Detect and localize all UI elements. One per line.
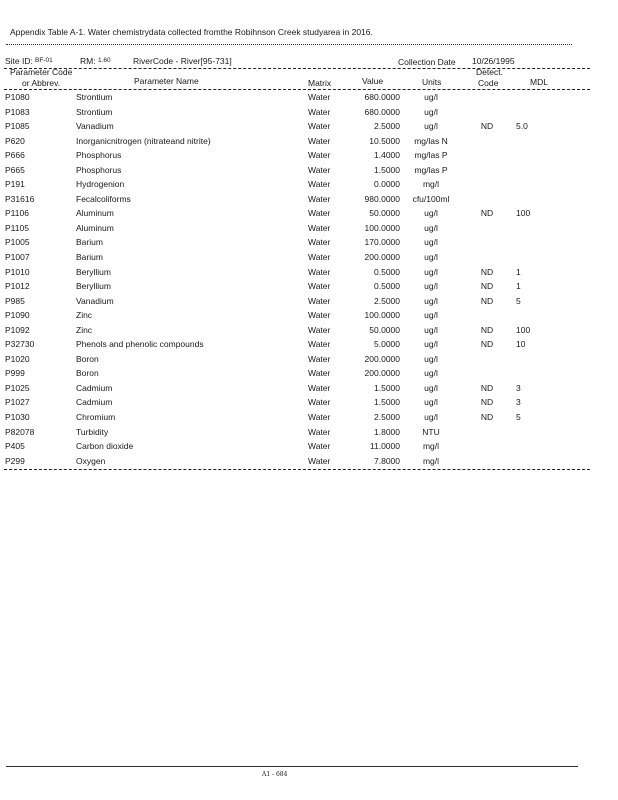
units-cell: ug/l (424, 106, 438, 117)
value-cell: 0.5000 (374, 281, 400, 292)
parameter-code-cell: P1025 (5, 382, 30, 393)
matrix-cell: Water (308, 164, 331, 175)
parameter-name-cell: Turbidity (76, 426, 109, 437)
units-cell: NTU (422, 426, 440, 437)
parameter-name-cell: Strontium (76, 106, 113, 117)
detect-code-cell: ND (480, 397, 494, 408)
detect-code-cell: ND (480, 339, 494, 350)
parameter-code-cell: P1005 (5, 237, 30, 248)
table-caption: Appendix Table A-1. Water chemistrydata collected fromthe Robihnson Creek studyarea in 2016. (10, 27, 373, 37)
parameter-name-cell: Inorganicnitrogen (nitrateand nitrite) (76, 135, 211, 146)
parameter-name-cell: Cadmium (76, 382, 113, 393)
matrix-cell: Water (308, 208, 331, 219)
parameter-code-cell: P1030 (5, 412, 30, 423)
column-header-name: Parameter Name (134, 76, 199, 86)
table-row (0, 179, 618, 194)
matrix-cell: Water (308, 426, 331, 437)
column-header-detect-line2: Code (478, 78, 499, 88)
detect-code-cell: ND (480, 295, 494, 306)
parameter-name-cell: Fecalcoliforms (76, 193, 131, 204)
parameter-code-cell: P665 (5, 164, 25, 175)
detect-code-cell: ND (480, 266, 494, 277)
units-cell: ug/l (424, 92, 438, 102)
units-cell: ug/l (424, 252, 438, 263)
matrix-cell: Water (308, 368, 331, 379)
matrix-cell: Water (308, 252, 331, 263)
matrix-cell: Water (308, 193, 331, 204)
parameter-code-cell: P1007 (5, 252, 30, 263)
parameter-name-cell: Cadmium (76, 397, 113, 408)
units-cell: ug/l (424, 208, 438, 219)
mdl-cell: 3 (516, 397, 521, 408)
table-row (0, 92, 618, 107)
page-number: A1 - 684 (262, 771, 288, 778)
units-cell: ug/l (424, 295, 438, 306)
parameter-name-cell: Hydrogenion (76, 179, 125, 190)
table-row (0, 397, 618, 412)
mdl-cell: 100 (516, 324, 531, 335)
value-cell: 680.0000 (364, 92, 400, 102)
units-cell: cfu/100ml (412, 193, 450, 204)
parameter-name-cell: Oxygen (76, 455, 106, 466)
units-cell: mg/las P (414, 164, 448, 175)
parameter-code-cell: P1090 (5, 310, 30, 321)
matrix-cell: Water (308, 324, 331, 335)
value-cell: 5.0000 (374, 339, 400, 350)
parameter-name-cell: Phenols and phenolic compounds (76, 339, 204, 350)
matrix-cell: Water (308, 455, 331, 466)
parameter-code-cell: P1106 (5, 208, 29, 219)
parameter-code-cell: P31616 (5, 193, 35, 204)
value-cell: 2.5000 (374, 121, 400, 132)
matrix-cell: Water (308, 179, 331, 190)
units-cell: mg/las P (414, 150, 448, 161)
column-header-units: Units (422, 77, 442, 87)
parameter-code-cell: P405 (5, 441, 25, 452)
column-header-code-line2: or Abbrev. (22, 78, 61, 88)
value-cell: 100.0000 (364, 310, 400, 321)
column-header-code-line1: Parameter Code (10, 67, 73, 77)
parameter-code-cell: P1105 (5, 222, 29, 233)
parameter-name-cell: Beryllium (76, 266, 111, 277)
table-row (0, 252, 618, 267)
table-row (0, 267, 618, 282)
data-table-body (0, 92, 618, 470)
units-cell: mg/l (422, 179, 440, 190)
table-row (0, 223, 618, 238)
value-cell: 2.5000 (374, 295, 400, 306)
parameter-code-cell: P1080 (5, 92, 30, 102)
parameter-name-cell: Phosphorus (76, 164, 122, 175)
parameter-name-cell: Strontium (76, 92, 113, 102)
table-row (0, 296, 618, 311)
parameter-name-cell: Zinc (76, 324, 93, 335)
units-cell: ug/l (424, 368, 438, 379)
parameter-code-cell: P666 (5, 150, 25, 161)
units-cell: ug/l (424, 266, 438, 277)
units-cell: mg/l (422, 455, 440, 466)
matrix-cell: Water (308, 382, 331, 393)
table-row (0, 281, 618, 296)
table-bottom-rule (4, 469, 590, 470)
parameter-code-cell: P1085 (5, 121, 30, 132)
parameter-code-cell: P999 (5, 368, 25, 379)
column-header-detect-line1: Detect. (476, 67, 503, 77)
units-cell: ug/l (424, 324, 438, 335)
value-cell: 2.5000 (374, 412, 400, 423)
matrix-cell: Water (308, 397, 331, 408)
column-header-value: Value (362, 76, 384, 86)
units-cell: ug/l (424, 237, 438, 248)
site-id-label: Site ID: (5, 56, 33, 66)
parameter-name-cell: Barium (76, 252, 103, 263)
detect-code-cell: ND (480, 412, 494, 423)
value-cell: 1.4000 (374, 150, 400, 161)
units-cell: ug/l (424, 412, 438, 423)
table-row (0, 441, 618, 456)
table-row (0, 339, 618, 354)
footer-rule (6, 766, 578, 767)
parameter-code-cell: P1010 (5, 266, 30, 277)
parameter-code-cell: P299 (5, 455, 25, 466)
parameter-name-cell: Chromium (76, 412, 116, 423)
value-cell: 1.5000 (374, 382, 400, 393)
value-cell: 50.0000 (369, 208, 400, 219)
site-id-value: BF-01 (35, 57, 53, 64)
table-row (0, 354, 618, 369)
parameter-code-cell: P1020 (5, 353, 30, 364)
detect-code-cell: ND (480, 281, 494, 292)
river-mile-value: 1.60 (98, 57, 111, 64)
collection-date-value: 10/26/1995 (472, 56, 515, 66)
matrix-cell: Water (308, 353, 331, 364)
units-cell: ug/l (424, 382, 438, 393)
parameter-name-cell: Barium (76, 237, 103, 248)
value-cell: 11.0000 (369, 441, 400, 452)
matrix-cell: Water (308, 441, 331, 452)
mdl-cell: 100 (516, 208, 531, 219)
units-cell: mg/l (422, 441, 440, 452)
matrix-cell: Water (308, 121, 331, 132)
units-cell: mg/las N (414, 135, 448, 146)
parameter-name-cell: Aluminum (76, 222, 114, 233)
matrix-cell: Water (308, 92, 331, 102)
value-cell: 200.0000 (364, 252, 400, 263)
mdl-cell: 1 (516, 281, 521, 292)
parameter-name-cell: Zinc (76, 310, 93, 321)
matrix-cell: Water (308, 135, 331, 146)
parameter-name-cell: Phosphorus (76, 150, 122, 161)
parameter-name-cell: Vanadium (76, 121, 114, 132)
table-row (0, 194, 618, 209)
parameter-name-cell: Aluminum (76, 208, 114, 219)
value-cell: 200.0000 (364, 353, 400, 364)
collection-date-label: Collection Date (398, 57, 456, 67)
matrix-cell: Water (308, 237, 331, 248)
value-cell: 680.0000 (364, 106, 400, 117)
value-cell: 7.8000 (374, 455, 400, 466)
matrix-cell: Water (308, 412, 331, 423)
matrix-cell: Water (308, 310, 331, 321)
table-row (0, 165, 618, 180)
table-row (0, 136, 618, 151)
river-code: RiverCode - River[95-731] (133, 56, 232, 66)
parameter-code-cell: P1092 (5, 324, 30, 335)
detect-code-cell: ND (480, 208, 494, 219)
value-cell: 1.5000 (374, 397, 400, 408)
units-cell: ug/l (424, 310, 438, 321)
mdl-cell: 5 (516, 412, 521, 423)
table-row (0, 412, 618, 427)
units-cell: ug/l (424, 121, 438, 132)
mdl-cell: 5 (516, 295, 521, 306)
parameter-code-cell: P191 (5, 179, 25, 190)
value-cell: 0.0000 (374, 179, 400, 190)
parameter-name-cell: Boron (76, 353, 99, 364)
parameter-code-cell: P985 (5, 295, 25, 306)
parameter-code-cell: P1027 (5, 397, 30, 408)
river-mile-label: RM: (80, 56, 96, 66)
parameter-name-cell: Boron (76, 368, 99, 379)
matrix-cell: Water (308, 281, 331, 292)
table-row (0, 121, 618, 136)
value-cell: 170.0000 (364, 237, 400, 248)
value-cell: 200.0000 (364, 368, 400, 379)
value-cell: 0.5000 (374, 266, 400, 277)
matrix-cell: Water (308, 339, 331, 350)
table-row (0, 310, 618, 325)
table-row (0, 427, 618, 442)
matrix-cell: Water (308, 266, 331, 277)
detect-code-cell: ND (480, 382, 494, 393)
caption-divider (6, 44, 572, 45)
mdl-cell: 3 (516, 382, 521, 393)
parameter-name-cell: Vanadium (76, 295, 114, 306)
table-row (0, 368, 618, 383)
table-row (0, 325, 618, 340)
table-row (0, 107, 618, 122)
value-cell: 50.0000 (369, 324, 400, 335)
mdl-cell: 5.0 (516, 121, 528, 132)
matrix-cell: Water (308, 222, 331, 233)
table-row (0, 383, 618, 398)
column-header-matrix: Matrix (308, 78, 332, 88)
matrix-cell: Water (308, 106, 331, 117)
column-header-mdl: MDL (530, 77, 548, 87)
value-cell: 100.0000 (364, 222, 400, 233)
header-bottom-rule (4, 89, 590, 90)
detect-code-cell: ND (480, 324, 494, 335)
table-row (0, 237, 618, 252)
mdl-cell: 1 (516, 266, 521, 277)
value-cell: 1.8000 (374, 426, 400, 437)
units-cell: ug/l (424, 397, 438, 408)
parameter-name-cell: Carbon dioxide (76, 441, 134, 452)
value-cell: 1.5000 (374, 164, 400, 175)
value-cell: 980.0000 (364, 193, 400, 204)
detect-code-cell: ND (480, 121, 494, 132)
table-row (0, 208, 618, 223)
parameter-code-cell: P1012 (5, 281, 30, 292)
units-cell: ug/l (424, 222, 438, 233)
parameter-code-cell: P620 (5, 135, 25, 146)
value-cell: 10.5000 (369, 135, 400, 146)
units-cell: ug/l (424, 339, 438, 350)
parameter-code-cell: P1083 (5, 106, 30, 117)
mdl-cell: 10 (516, 339, 526, 350)
parameter-name-cell: Beryllium (76, 281, 111, 292)
parameter-code-cell: P32730 (5, 339, 35, 350)
units-cell: ug/l (424, 353, 438, 364)
table-row (0, 150, 618, 165)
matrix-cell: Water (308, 295, 331, 306)
parameter-code-cell: P82078 (5, 426, 35, 437)
matrix-cell: Water (308, 150, 331, 161)
units-cell: ug/l (424, 281, 438, 292)
